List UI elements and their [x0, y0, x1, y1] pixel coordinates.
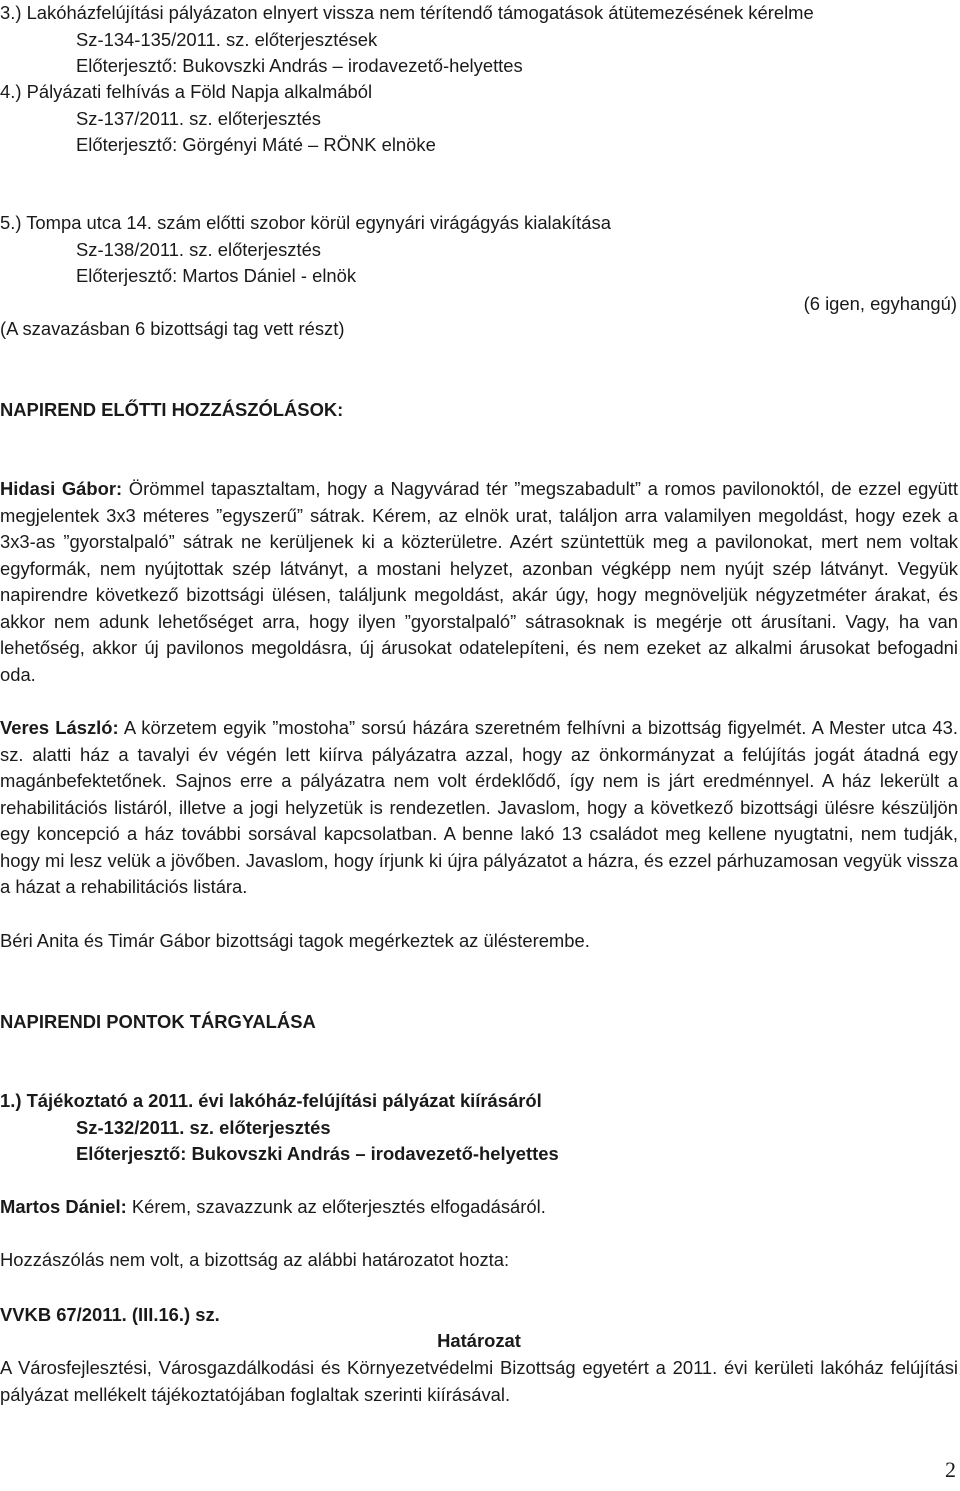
speaker-name: Hidasi Gábor:: [0, 478, 123, 499]
comment-hidasi: [0, 476, 958, 688]
resolution-id: VVKB 67/2011. (III.16.) sz.: [0, 1304, 220, 1325]
vote-participants: (A szavazásban 6 bizottsági tag vett részt): [0, 318, 345, 339]
vote-result: (6 igen, egyhangú): [803, 293, 957, 314]
section-heading-agenda: NAPIRENDI PONTOK TÁRGYALÁSA: [0, 1011, 316, 1032]
agenda-item-presenter: Előterjesztő: Bukovszki András – irodavezető-helyettes: [76, 1143, 559, 1164]
agenda-item-3: [0, 0, 958, 80]
agenda-item-ref: Sz-137/2011. sz. előterjesztés: [76, 107, 321, 129]
agenda-item-presenter: Előterjesztő: Martos Dániel - elnök: [76, 265, 357, 286]
agenda-item-title: 4.) Pályázati felhívás a Föld Napja alkalmából: [0, 81, 373, 102]
agenda-item-title: 1.) Tájékoztató a 2011. évi lakóház-felújítási pályázat kiírásáról: [0, 1090, 542, 1111]
resolution-text: A Városfejlesztési, Városgazdálkodási és Környezetvédelmi Bizottság egyetért a 2011. évi kerületi lakóház felújítási pályázat mellékelt tájékoztatójában foglaltak szerinti kiírásával.: [0, 1357, 958, 1405]
section-heading-pre-agenda: NAPIREND ELŐTTI HOZZÁSZÓLÁSOK:: [0, 399, 344, 420]
comment-veres: [0, 715, 958, 901]
no-comment-note: Hozzászólás nem volt, a bizottság az alábbi határozatot hozta:: [0, 1249, 510, 1270]
arrival-note: Béri Anita és Timár Gábor bizottsági tagok megérkeztek az ülésterembe.: [0, 930, 590, 951]
speaker-name: Veres László:: [0, 717, 119, 738]
page-number: 2: [945, 1457, 956, 1482]
agenda-item-ref: Sz-134-135/2011. sz. előterjesztések: [76, 28, 378, 50]
resolution-heading: Határozat: [437, 1330, 521, 1351]
martos-request: [0, 1194, 958, 1221]
speaker-name: Martos Dániel:: [0, 1196, 127, 1217]
agenda-item-ref: Sz-132/2011. sz. előterjesztés: [76, 1116, 331, 1138]
agenda-item-title: 3.) Lakóházfelújítási pályázaton elnyert vissza nem térítendő támogatások átütemezésének kérelme: [0, 2, 814, 23]
comment-text: Örömmel tapasztaltam, hogy a Nagyvárad tér ”megszabadult” a romos pavilonoktól, de ezzel együtt megjelentek 3x3 méteres ”egyszerű” sátrak. Kérem, az elnök urat, találjon arra valamilyen megoldást, hogy ezek a 3x3-as ”gyorstalpaló” sátrak ne kerüljenek ki a közterületre. Azért szüntettük meg a pavilonokat, mert nem voltak egyformák, nem nyújtottak szép látványt, a mostani helyzet, azonban végképp nem nyújt szép látványt. Vegyük napirendre következő bizottsági ülésen, találjunk megoldást, akár úgy, hogy megnöveljük négyzetméter árakat, és akkor nem adunk lehetőséget arra, hogy ilyen ”gyorstalpaló” sátrasoknak is megérje ott árusítani. Vagy, ha van lehetőség, akkor új pavilonos megoldásra, új árusokat odatelepíteni, és nem ezeket az alkalmi árusokat befogadni oda.: [0, 478, 958, 685]
agenda-item-5: [0, 210, 958, 290]
comment-text: Kérem, szavazzunk az előterjesztés elfogadásáról.: [126, 1196, 546, 1217]
agenda-item-title: 5.) Tompa utca 14. szám előtti szobor körül egynyári virágágyás kialakítása: [0, 212, 611, 233]
agenda-item-presenter: Előterjesztő: Görgényi Máté – RÖNK elnöke: [76, 134, 436, 155]
agenda-item-ref: Sz-138/2011. sz. előterjesztés: [76, 238, 321, 260]
comment-text: A körzetem egyik ”mostoha” sorsú házára szeretném felhívni a bizottság figyelmét. A Mester utca 43. sz. alatti ház a tavalyi év végén lett kiírva pályázatra azzal, hogy az önkormányzat a felújítás jogát átadná egy magánbefektetőnek. Sajnos erre a pályázatra nem volt érdeklődő, így nem is járt eredménnyel. A ház lekerült a rehabilitációs listáról, illetve a jogi helyzetük is rendezetlen. Javaslom, hogy a következő bizottsági ülésre készüljön egy koncepció a ház további sorsával kapcsolatban. A benne lakó 13 családot meg kellene nyugtatni, nem tudják, hogy mi lesz velük a jövőben. Javaslom, hogy írjunk ki újra pályázatot a házra, és ezzel párhuzamosan vegyük vissza a házat a rehabilitációs listára.: [0, 717, 958, 897]
agenda-item-presenter: Előterjesztő: Bukovszki András – irodavezető-helyettes: [76, 55, 523, 76]
agenda-discussion-item-1: [0, 1088, 958, 1168]
agenda-item-4: [0, 79, 958, 159]
